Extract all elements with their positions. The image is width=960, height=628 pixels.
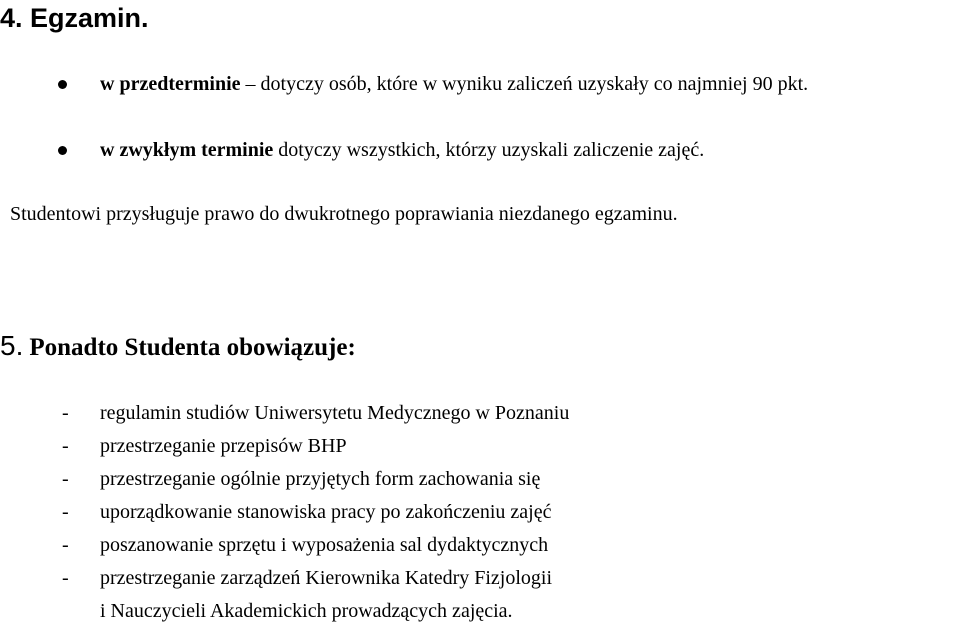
term-description: – dotyczy osób, które w wyniku zaliczeń uzyskały co najmniej 90 pkt. [240, 73, 809, 95]
list-item [0, 68, 950, 134]
list-item-text: przestrzeganie zarządzeń Kierownika Katedry Fizjologii [100, 567, 553, 589]
list-item-text: poszanowanie sprzętu i wyposażenia sal dydaktycznych [100, 534, 549, 556]
list-item-text: i Nauczycieli Akademickich prowadzących zajęcia. [100, 600, 513, 622]
section-title: Ponadto Studenta obowiązuje: [29, 334, 356, 361]
term-label: w przedterminie [100, 73, 241, 95]
list-item-text: przestrzeganie przepisów BHP [100, 435, 347, 457]
list-item [0, 134, 950, 167]
section-number: 5. [0, 330, 24, 361]
retake-rights-paragraph: Studentowi przysługuje prawo do dwukrotnego poprawiania niezdanego egzaminu. [10, 203, 678, 225]
dash-marker: - [62, 534, 69, 556]
bullet-icon [58, 80, 67, 89]
dash-marker: - [62, 567, 69, 589]
list-item-text: przestrzeganie ogólnie przyjętych form zachowania się [100, 468, 541, 490]
list-item-text: regulamin studiów Uniwersytetu Medycznego w Poznaniu [100, 402, 570, 424]
dash-marker: - [62, 468, 69, 490]
exam-terms-list [0, 68, 960, 167]
dash-marker: - [62, 402, 69, 424]
section-5-heading [0, 328, 356, 369]
section-4-heading: 4. Egzamin. [0, 3, 149, 33]
term-description: dotyczy wszystkich, którzy uzyskali zaliczenie zajęć. [273, 139, 705, 161]
term-label: w zwykłym terminie [100, 139, 274, 161]
dash-marker: - [62, 501, 69, 523]
dash-marker: - [62, 435, 69, 457]
list-item-text: uporządkowanie stanowiska pracy po zakończeniu zajęć [100, 501, 552, 523]
bullet-icon [58, 146, 67, 155]
